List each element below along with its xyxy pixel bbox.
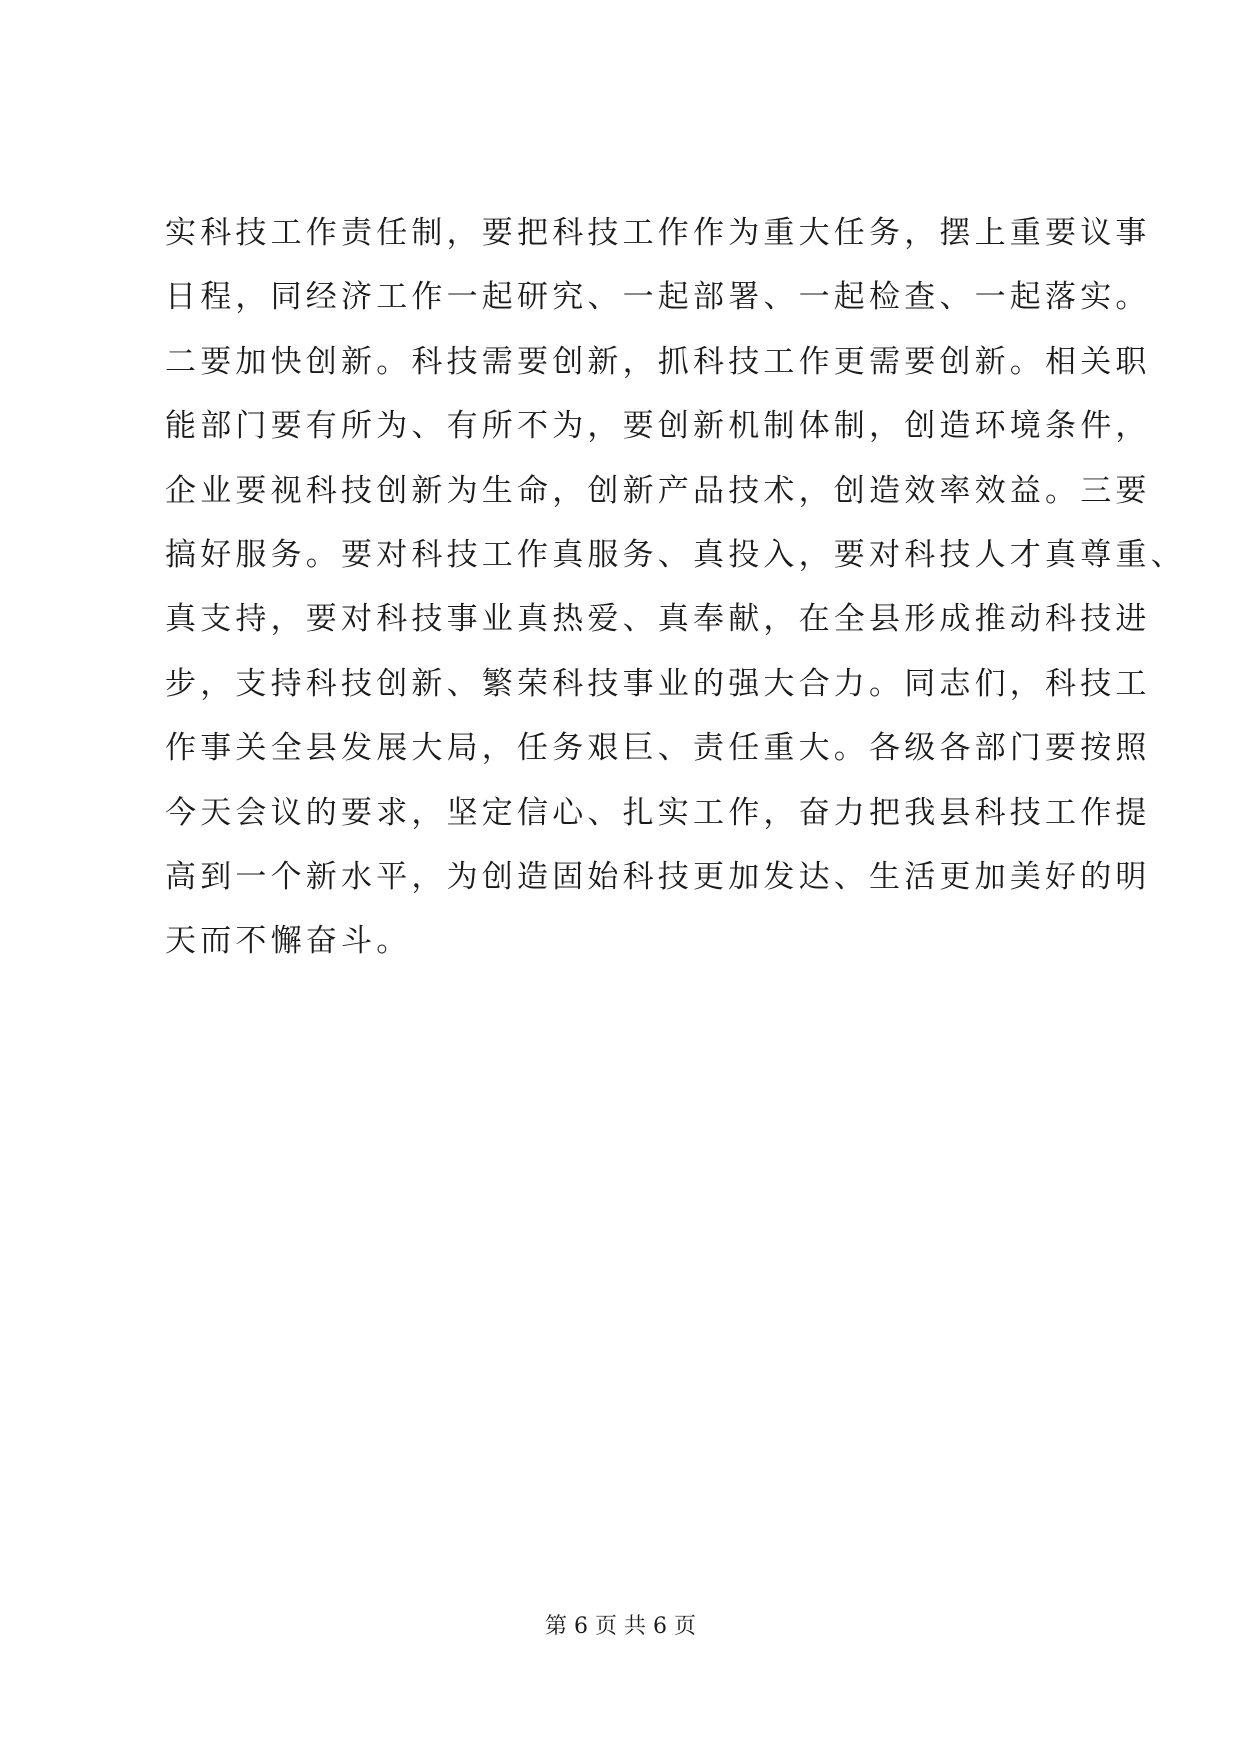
text-line-12: 天而不懈奋斗。	[165, 923, 412, 960]
text-line-1: 实科技工作责任制，要把科技工作作为重大任务，摆上重要议事	[165, 215, 1151, 251]
text-line-6: 搞好服务。要对科技工作真服务、真投入，要对科技人才真尊重、	[165, 536, 1186, 573]
text-line-5: 企业要视科技创新为生命，创新产品技术，创造效率效益。三要	[165, 472, 1151, 509]
text-line-7: 真支持，要对科技事业真热爱、真奉献，在全县形成推动科技进	[165, 601, 1151, 638]
text-line-9: 作事关全县发展大局，任务艰巨、责任重大。各级各部门要按照	[165, 730, 1151, 767]
body-text	[165, 201, 1186, 974]
text-line-2: 日程，同经济工作一起研究、一起部署、一起检查、一起落实。	[165, 279, 1151, 316]
text-line-4: 能部门要有所为、有所不为，要创新机制体制，创造环境条件，	[165, 408, 1151, 445]
text-line-8: 步，支持科技创新、繁荣科技事业的强大合力。同志们，科技工	[165, 665, 1151, 702]
text-line-3: 二要加快创新。科技需要创新，抓科技工作更需要创新。相关职	[165, 343, 1151, 380]
text-line-10: 今天会议的要求，坚定信心、扎实工作，奋力把我县科技工作提	[165, 794, 1151, 831]
text-line-11: 高到一个新水平，为创造固始科技更加发达、生活更加美好的明	[165, 858, 1151, 895]
page-number-footer: 第 6 页 共 6 页	[545, 1614, 696, 1639]
